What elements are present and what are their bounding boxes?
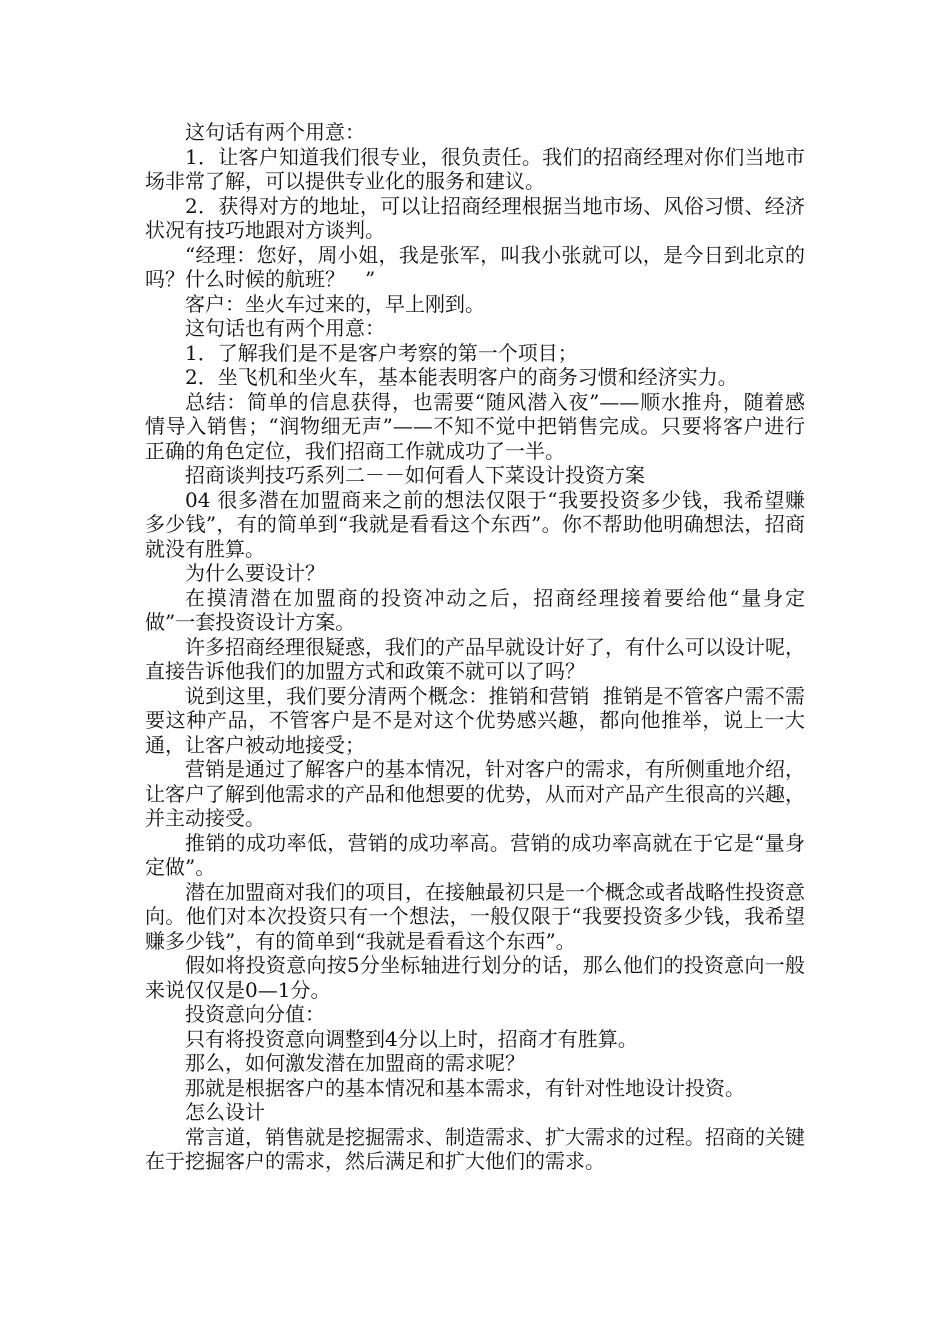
paragraph: 2．获得对方的地址，可以让招商经理根据当地市场、风俗习惯、经济状况有技巧地跟对方谈判。 xyxy=(145,193,805,242)
paragraph: 在摸清潜在加盟商的投资冲动之后，招商经理接着要给他“量身定做”一套投资设计方案。 xyxy=(145,585,805,634)
paragraph: 假如将投资意向按5分坐标轴进行划分的话，那么他们的投资意向一般来说仅仅是0—1分。 xyxy=(145,953,805,1002)
paragraph: 这句话也有两个用意： xyxy=(185,316,385,340)
paragraph: 为什么要设计？ xyxy=(185,561,325,585)
paragraph: 客户：坐火车过来的，早上刚到。 xyxy=(185,291,485,316)
paragraph: 潜在加盟商对我们的项目，在接触最初只是一个概念或者战略性投资意向。他们对本次投资只有一个想法，一般仅限于“我要投资多少钱，我希望赚多少钱”，有的简单到“我就是看看这个东西”。 xyxy=(145,879,805,953)
paragraph: “经理：您好，周小姐，我是张军，叫我小张就可以，是今日到北京的吗？什么时候的航班？ ” xyxy=(145,242,805,291)
paragraph: 怎么设计 xyxy=(185,1100,265,1124)
paragraph: 许多招商经理很疑惑，我们的产品早就设计好了，有什么可以设计呢，直接告诉他我们的加盟方式和政策不就可以了吗？ xyxy=(145,634,805,683)
paragraph: 04 很多潜在加盟商来之前的想法仅限于“我要投资多少钱，我希望赚多少钱”，有的简单到“我就是看看这个东西”。你不帮助他明确想法，招商就没有胜算。 xyxy=(145,487,805,561)
section-heading: 招商谈判技巧系列二－－如何看人下菜设计投资方案 xyxy=(185,463,645,487)
paragraph: 2．坐飞机和坐火车，基本能表明客户的商务习惯和经济实力。 xyxy=(185,365,738,389)
paragraph: 1．了解我们是不是客户考察的第一个项目； xyxy=(185,340,578,365)
paragraph: 只有将投资意向调整到4分以上时，招商才有胜算。 xyxy=(185,1026,638,1051)
paragraph: 常言道，销售就是挖掘需求、制造需求、扩大需求的过程。招商的关键在于挖掘客户的需求，然后满足和扩大他们的需求。 xyxy=(145,1124,805,1173)
paragraph: 总结：简单的信息获得，也需要“随风潜入夜”——顺水推舟，随着感情导入销售；“润物细无声”——不知不觉中把销售完成。只要将客户进行正确的角色定位，我们招商工作就成功了一半。 xyxy=(145,389,805,463)
paragraph: 说到这里，我们要分清两个概念：推销和营销 推销是不管客户需不需要这种产品，不管客户是不是对这个优势感兴趣，都向他推举，说上一大通，让客户被动地接受； xyxy=(145,683,805,757)
document-body xyxy=(145,120,805,1174)
paragraph: 投资意向分值： xyxy=(185,1002,325,1026)
paragraph: 营销是通过了解客户的基本情况，针对客户的需求，有所侧重地介绍，让客户了解到他需求的产品和他想要的优势，从而对产品产生很高的兴趣，并主动接受。 xyxy=(145,757,805,830)
paragraph: 1．让客户知道我们很专业，很负责任。我们的招商经理对你们当地市场非常了解，可以提供专业化的服务和建议。 xyxy=(145,144,805,193)
paragraph: 这句话有两个用意： xyxy=(185,120,365,144)
paragraph: 推销的成功率低，营销的成功率高。营销的成功率高就在于它是“量身定做”。 xyxy=(145,830,805,879)
paragraph: 那就是根据客户的基本情况和基本需求，有针对性地设计投资。 xyxy=(185,1075,745,1100)
paragraph: 那么，如何激发潜在加盟商的需求呢？ xyxy=(185,1051,525,1075)
